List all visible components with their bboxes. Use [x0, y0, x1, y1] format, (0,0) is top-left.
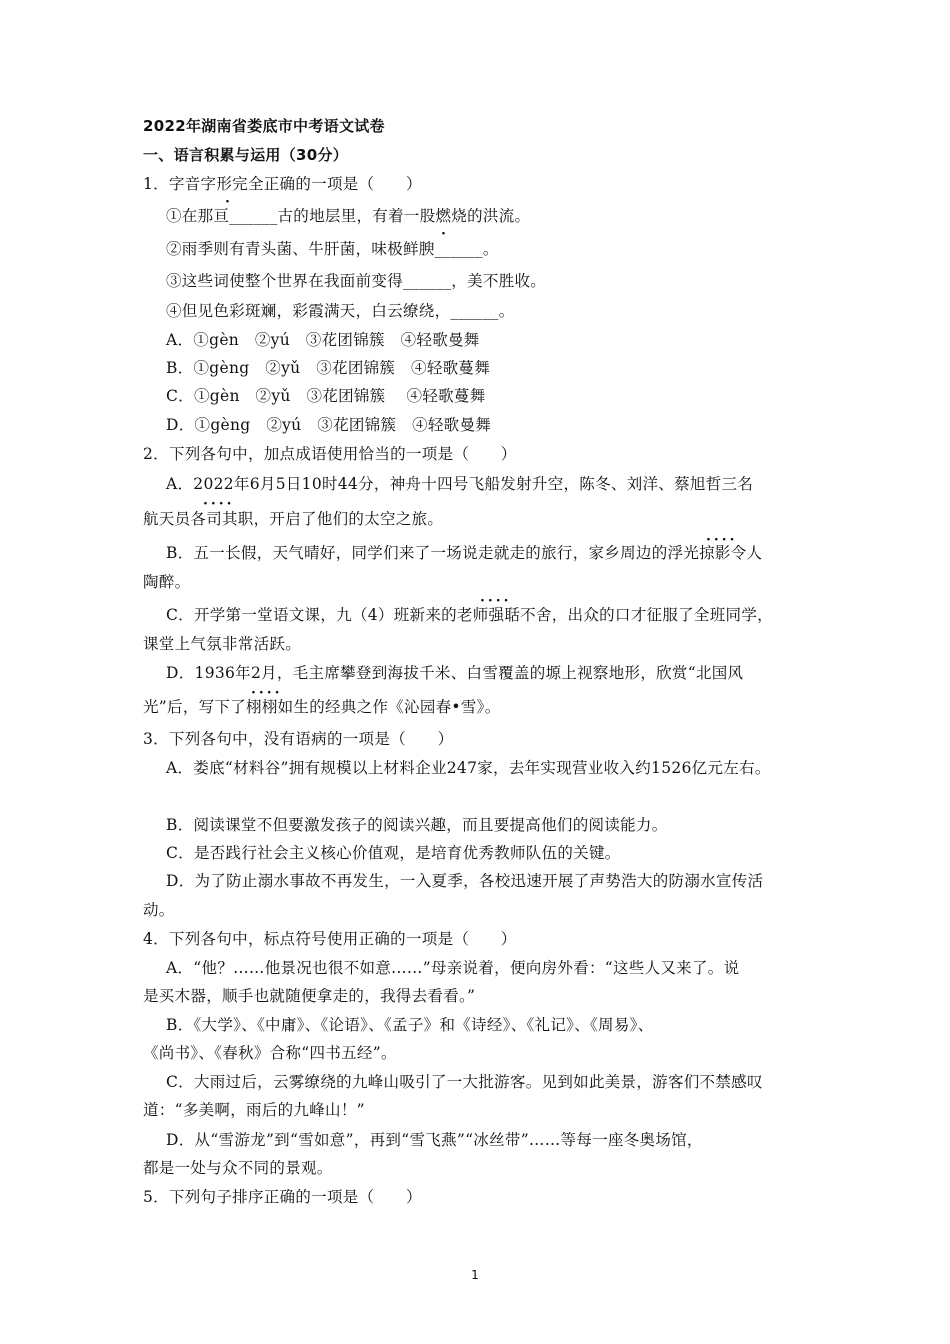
q2-option-a-line2: 航天员各司其职，开启了他们的太空之旅。 [143, 510, 444, 528]
q2-option-d-line2: 光”后，写下了栩栩如生的经典之作《沁园春•雪》。 [143, 698, 501, 716]
q1-item-2: ②雨季则有青头菌、牛肝菌，味极鲜腴______。 [166, 240, 499, 258]
q3-option-a: A．娄底“材料谷”拥有规模以上材料企业247家，去年实现营业收入约1526亿元左右。 [166, 759, 771, 777]
q4-option-d-line1: D．从“雪游龙”到“雪如意”，再到“雪飞燕”“冰丝带”……等每一座冬奥场馆， [166, 1131, 703, 1149]
q3-option-d-line1: D．为了防止溺水事故不再发生，一入夏季，各校迅速开展了声势浩大的防溺水宣传活 [166, 872, 764, 890]
q1-option-d: D．①gèng ②yú ③花团锦簇 ④轻歌曼舞 [166, 416, 492, 434]
q2-option-d-line1: D．1936年2月，毛主席攀登到海拔千米、白雪覆盖的塬上视察地形，欣赏“北国风 [166, 664, 744, 682]
q5-stem: 5．下列句子排序正确的一项是（ ） [143, 1188, 422, 1206]
q2-option-b-line1: B．五一长假，天气晴好，同学们来了一场说走就走的旅行，家乡周边的浮光掠影令人 [166, 544, 763, 562]
section-heading-1: 一、语言积累与运用（30分） [143, 146, 349, 164]
emphasis-dot: · [441, 226, 449, 242]
q3-stem: 3．下列各句中，没有语病的一项是（ ） [143, 730, 454, 748]
q4-option-c-line2: 道：“多美啊，雨后的九峰山！” [143, 1101, 365, 1119]
q1-item-3: ③这些词使整个世界在我面前变得______，美不胜收。 [166, 272, 547, 290]
q2-option-a-line1: A．2022年6月5日10时44分，神舟十四号飞船发射升空，陈冬、刘洋、蔡旭哲三名 [166, 475, 754, 493]
q4-option-b-line1: B．《大学》、《中庸》、《论语》、《孟子》和《诗经》、《礼记》、《周易》、 [166, 1016, 654, 1034]
q4-option-d-line2: 都是一处与众不同的景观。 [143, 1159, 333, 1177]
emphasis-dots: ···· [251, 685, 283, 701]
exam-title: 2022年湖南省娄底市中考语文试卷 [143, 117, 385, 135]
q4-option-b-line2: 《尚书》、《春秋》合称“四书五经”。 [143, 1044, 397, 1062]
q1-option-a: A．①gèn ②yú ③花团锦簇 ④轻歌曼舞 [166, 331, 480, 349]
page-number: 1 [471, 1268, 479, 1282]
q2-stem: 2．下列各句中，加点成语使用恰当的一项是（ ） [143, 445, 517, 463]
q3-option-b: B．阅读课堂不但要激发孩子的阅读兴趣，而且要提高他们的阅读能力。 [166, 816, 668, 834]
q4-option-a-line2: 是买木器，顺手也就随便拿走的，我得去看看。” [143, 987, 476, 1005]
q2-option-b-line2: 陶醉。 [143, 573, 191, 591]
q2-option-c-line1: C．开学第一堂语文课，九（4）班新来的老师强聒不舍，出众的口才征服了全班同学， [166, 606, 773, 624]
q3-option-d-line2: 动。 [143, 901, 175, 919]
q1-option-c: C．①gèn ②yǔ ③花团锦簇 ④轻歌蔓舞 [166, 387, 486, 405]
q1-stem: 1．字音字形完全正确的一项是（ ） [143, 175, 422, 193]
emphasis-dots: ···· [203, 496, 235, 512]
q1-option-b: B．①gèng ②yǔ ③花团锦簇 ④轻歌蔓舞 [166, 359, 491, 377]
emphasis-dot: · [225, 194, 233, 210]
emphasis-dots: ···· [706, 532, 738, 548]
q2-option-c-line2: 课堂上气氛非常活跃。 [143, 635, 302, 653]
q4-option-c-line1: C．大雨过后，云雾缭绕的九峰山吸引了一大批游客。见到如此美景，游客们不禁感叹 [166, 1073, 763, 1091]
emphasis-dots: ···· [480, 593, 512, 609]
q1-item-1: ①在那亘______古的地层里，有着一股燃烧的洪流。 [166, 207, 531, 225]
q3-option-c: C．是否践行社会主义核心价值观，是培育优秀教师队伍的关键。 [166, 844, 621, 862]
q4-stem: 4．下列各句中，标点符号使用正确的一项是（ ） [143, 930, 517, 948]
q4-option-a-line1: A．“他？……他景况也很不如意……”母亲说着，便向房外看：“这些人又来了。说 [166, 959, 740, 977]
q1-item-4: ④但见色彩斑斓，彩霞满天，白云缭绕，______。 [166, 302, 515, 320]
